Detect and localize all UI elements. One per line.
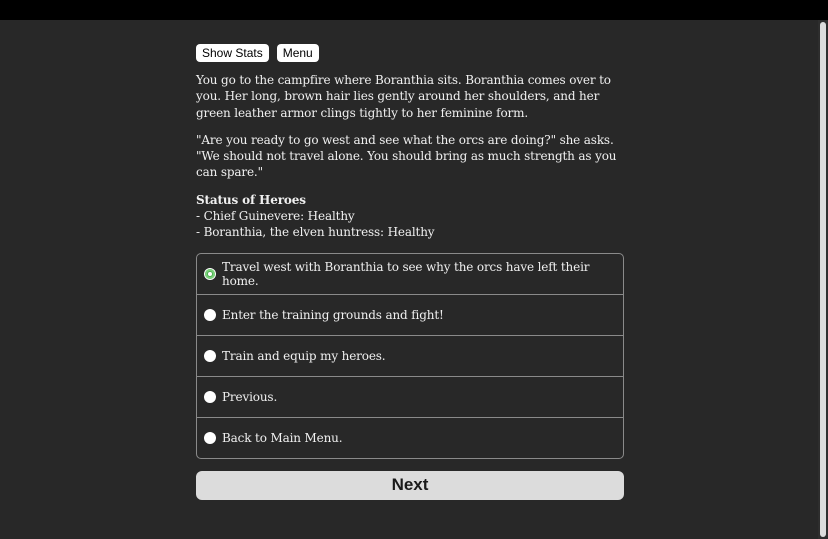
- scrollbar-thumb[interactable]: [820, 22, 826, 537]
- hero-status-line: - Chief Guinevere: Healthy: [196, 209, 355, 224]
- radio-icon[interactable]: [204, 309, 216, 321]
- menu-button[interactable]: Menu: [277, 44, 319, 62]
- choice-option-training-grounds[interactable]: [197, 294, 623, 335]
- game-content: [196, 44, 624, 500]
- status-section: [196, 192, 624, 241]
- show-stats-button[interactable]: Show Stats: [196, 44, 269, 62]
- toolbar: [196, 44, 624, 62]
- status-heading: Status of Heroes: [196, 192, 306, 207]
- choice-option-travel-west[interactable]: [197, 254, 623, 295]
- next-button[interactable]: Next: [196, 471, 624, 500]
- radio-selected-icon[interactable]: [204, 268, 216, 280]
- choice-label: Back to Main Menu.: [222, 430, 343, 445]
- choice-option-train-equip[interactable]: [197, 335, 623, 376]
- choice-option-previous[interactable]: [197, 376, 623, 417]
- dialogue-paragraph: "Are you ready to go west and see what the orcs are doing?" she asks. "We should not travel alone. You should bring as much strength as you can spare.": [196, 132, 617, 180]
- choice-label: Enter the training grounds and fight!: [222, 308, 444, 323]
- hero-status-line: - Boranthia, the elven huntress: Healthy: [196, 225, 435, 240]
- choice-label: Travel west with Boranthia to see why the orcs have left their home.: [222, 260, 590, 289]
- radio-icon[interactable]: [204, 350, 216, 362]
- story-paragraph: You go to the campfire where Boranthia sits. Boranthia comes over to you. Her long, brown hair lies gently around her shoulders, and her green leather armor clings tightly to her feminine form.: [196, 73, 611, 120]
- radio-icon[interactable]: [204, 391, 216, 403]
- browser-top-bar: [0, 0, 828, 20]
- choice-option-main-menu[interactable]: [197, 417, 623, 458]
- choice-label: Previous.: [222, 389, 278, 404]
- radio-icon[interactable]: [204, 432, 216, 444]
- choice-label: Train and equip my heroes.: [222, 349, 386, 364]
- choice-list: [196, 253, 624, 459]
